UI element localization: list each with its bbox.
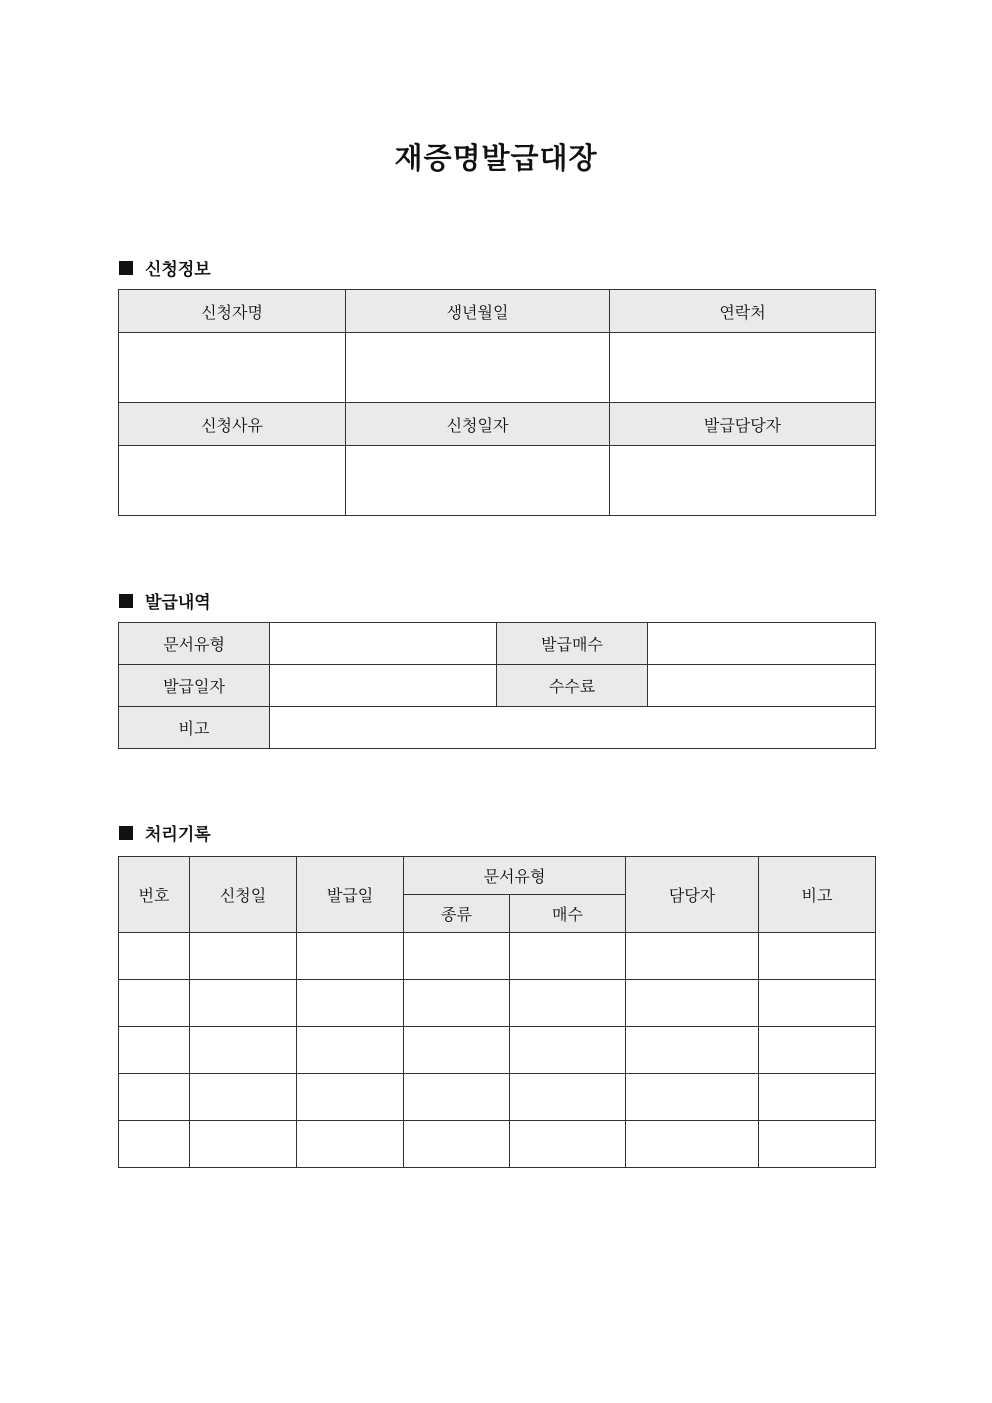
table-cell[interactable] [404, 1121, 510, 1168]
table-cell[interactable] [297, 980, 404, 1027]
application-info-table [118, 289, 876, 516]
label-copies: 발급매수 [497, 623, 648, 665]
table-cell[interactable] [759, 933, 876, 980]
table-cell[interactable] [119, 1074, 190, 1121]
table-cell[interactable] [297, 1121, 404, 1168]
header-kind: 종류 [404, 895, 510, 933]
table-cell[interactable] [510, 1121, 626, 1168]
table-cell[interactable] [759, 1121, 876, 1168]
table-cell[interactable] [626, 1074, 759, 1121]
label-remarks: 비고 [119, 707, 270, 749]
square-bullet-icon [119, 261, 133, 275]
header-manager: 담당자 [626, 857, 759, 933]
table-cell[interactable] [404, 980, 510, 1027]
table-cell[interactable] [119, 980, 190, 1027]
table-cell[interactable] [626, 1121, 759, 1168]
table-cell[interactable] [190, 1121, 297, 1168]
section-heading-records [119, 820, 211, 845]
section-heading-label: 처리기록 [145, 825, 211, 845]
section-heading-label: 발급내역 [145, 593, 211, 613]
header-remarks: 비고 [759, 857, 876, 933]
header-issue-date: 발급일 [297, 857, 404, 933]
table-cell[interactable] [626, 1027, 759, 1074]
table-cell[interactable] [510, 933, 626, 980]
table-row [119, 1121, 876, 1168]
section-heading-issuance [119, 588, 211, 613]
issue-date-cell[interactable] [270, 665, 497, 707]
section-heading-label: 신청정보 [145, 260, 211, 280]
table-cell[interactable] [190, 1074, 297, 1121]
table-cell[interactable] [759, 1027, 876, 1074]
table-cell[interactable] [404, 933, 510, 980]
remarks-cell[interactable] [270, 707, 876, 749]
header-applicant-name: 신청자명 [119, 290, 346, 333]
header-application-date: 신청일자 [346, 403, 610, 446]
label-fee: 수수료 [497, 665, 648, 707]
table-cell[interactable] [190, 933, 297, 980]
label-issue-date: 발급일자 [119, 665, 270, 707]
table-cell[interactable] [626, 980, 759, 1027]
table-cell[interactable] [190, 980, 297, 1027]
copies-cell[interactable] [648, 623, 876, 665]
table-cell[interactable] [190, 1027, 297, 1074]
table-cell[interactable] [759, 1074, 876, 1121]
table-row [119, 1074, 876, 1121]
label-doc-type: 문서유형 [119, 623, 270, 665]
table-cell[interactable] [297, 933, 404, 980]
table-row [119, 933, 876, 980]
application-date-cell[interactable] [346, 446, 610, 516]
table-cell[interactable] [626, 933, 759, 980]
table-cell[interactable] [404, 1074, 510, 1121]
header-issue-manager: 발급담당자 [610, 403, 876, 446]
square-bullet-icon [119, 594, 133, 608]
header-application-reason: 신청사유 [119, 403, 346, 446]
applicant-name-cell[interactable] [119, 333, 346, 403]
header-copies: 매수 [510, 895, 626, 933]
table-cell[interactable] [297, 1074, 404, 1121]
header-doc-type: 문서유형 [404, 857, 626, 895]
header-birth-date: 생년월일 [346, 290, 610, 333]
table-cell[interactable] [510, 1074, 626, 1121]
table-cell[interactable] [119, 1121, 190, 1168]
table-cell[interactable] [759, 980, 876, 1027]
table-cell[interactable] [119, 1027, 190, 1074]
table-cell[interactable] [404, 1027, 510, 1074]
table-cell[interactable] [119, 933, 190, 980]
contact-cell[interactable] [610, 333, 876, 403]
table-cell[interactable] [510, 980, 626, 1027]
page-title: 재증명발급대장 [394, 141, 598, 175]
birth-date-cell[interactable] [346, 333, 610, 403]
table-cell[interactable] [510, 1027, 626, 1074]
issuance-table [118, 622, 876, 749]
table-row [119, 1027, 876, 1074]
section-heading-application [119, 255, 211, 280]
fee-cell[interactable] [648, 665, 876, 707]
issue-manager-cell[interactable] [610, 446, 876, 516]
processing-records-table [118, 856, 876, 1168]
doc-type-cell[interactable] [270, 623, 497, 665]
square-bullet-icon [119, 826, 133, 840]
table-cell[interactable] [297, 1027, 404, 1074]
header-no: 번호 [119, 857, 190, 933]
application-reason-cell[interactable] [119, 446, 346, 516]
table-row [119, 980, 876, 1027]
header-apply-date: 신청일 [190, 857, 297, 933]
header-contact: 연락처 [610, 290, 876, 333]
